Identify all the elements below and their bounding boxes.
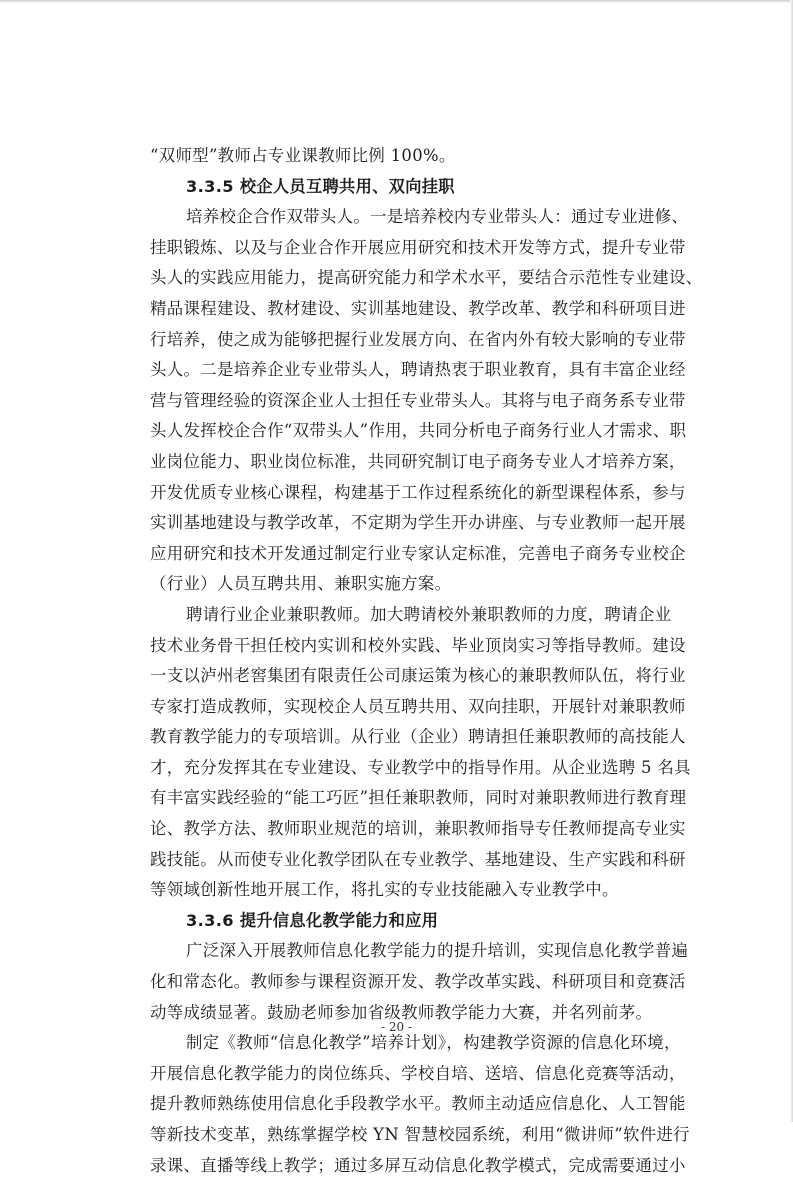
text-line: 技术业务骨干担任校内实训和校外实践、毕业顶岗实习等指导教师。建设 [150,635,686,655]
text-line: 等新技术变革，熟练掌握学校 YN 智慧校园系统，利用“微讲师”软件进行 [150,1125,690,1144]
text-line: 动等成绩显著。鼓励老师参加省级教师教学能力大赛，并名列前茅。 [150,1002,653,1022]
text-line: 化和常态化。教师参与课程资源开发、教学改革实践、科研项目和竞赛活 [150,972,686,992]
text-line: “双师型”教师占专业课教师比例 100%。 [150,146,456,165]
text-line: 才，充分发挥其在专业建设、专业教学中的指导作用。从企业选聘 5 名具 [150,757,691,777]
text-line: 应用研究和技术开发通过制定行业专家认定标准，完善电子商务专业校企 [150,543,686,563]
text-line: 等领域创新性地开展工作，将扎实的专业技能融入专业教学中。 [150,880,619,900]
text-line: 专家打造成教师，实现校企人员互聘共用、双向挂职，开展针对兼职教师 [150,696,686,716]
text-line: 头人。二是培养企业专业带头人，聘请热衷于职业教育，具有丰富企业经 [150,360,686,380]
text-line: 行培养，使之成为能够把握行业发展方向、在省内外有较大影响的专业带 [150,329,686,349]
text-line: 录课、直播等线上教学；通过多屏互动信息化教学模式，完成需要通过小 [150,1155,686,1175]
text-line: （行业）人员互聘共用、兼职实施方案。 [150,574,452,594]
text-line: 精品课程建设、教材建设、实训基地建设、教学改革、教学和科研项目进 [150,298,686,318]
text-line: 培养校企合作双带头人。一是培养校内专业带头人：通过专业进修、 [186,207,689,227]
section-heading: 3.3.6 提升信息化教学能力和应用 [186,910,439,930]
text-line: 广泛深入开展教师信息化教学能力的提升培训，实现信息化教学普遍 [186,941,689,961]
text-line: 业岗位能力、职业岗位标准，共同研究制订电子商务专业人才培养方案， [150,451,686,471]
text-line: 一支以泸州老窖集团有限责任公司康运策为核心的兼职教师队伍，将行业 [150,666,686,686]
text-line: 头人的实践应用能力，提高研究能力和学术水平，要结合示范性专业建设、 [150,268,703,288]
text-line: 提升教师熟练使用信息化手段教学水平。教师主动适应信息化、人工智能 [150,1094,686,1114]
text-line: 开发优质专业核心课程，构建基于工作过程系统化的新型课程体系，参与 [150,482,686,502]
text-line: 头人发挥校企合作“双带头人”作用，共同分析电子商务行业人才需求、职 [150,421,687,441]
page-number: - 20 - [380,1020,412,1034]
section-heading: 3.3.5 校企人员互聘共用、双向挂职 [186,176,455,196]
text-line: 营与管理经验的资深企业人士担任专业带头人。其将与电子商务系专业带 [150,390,686,410]
text-line: 制定《教师“信息化教学”培养计划》，构建教学资源的信息化环境， [186,1033,681,1053]
text-line: 论、教学方法、教师职业规范的培训，兼职教师指导专任教师提高专业实 [150,819,686,839]
text-line: 有丰富实践经验的“能工巧匠”担任兼职教师，同时对兼职教师进行教育理 [150,788,687,808]
text-line: 聘请行业企业兼职教师。加大聘请校外兼职教师的力度，聘请企业 [186,604,672,624]
text-line: 开展信息化教学能力的岗位练兵、学校自培、送培、信息化竞赛等活动， [150,1063,686,1083]
scan-edge-top [0,0,793,3]
text-line: 挂职锻炼、以及与企业合作开展应用研究和技术开发等方式，提升专业带 [150,237,686,257]
text-line: 践技能。从而使专业化教学团队在专业教学、基地建设、生产实践和科研 [150,849,686,869]
text-line: 教育教学能力的专项培训。从行业（企业）聘请担任兼职教师的高技能人 [150,727,686,747]
text-line: 实训基地建设与教学改革，不定期为学生开办讲座、与专业教师一起开展 [150,513,686,533]
